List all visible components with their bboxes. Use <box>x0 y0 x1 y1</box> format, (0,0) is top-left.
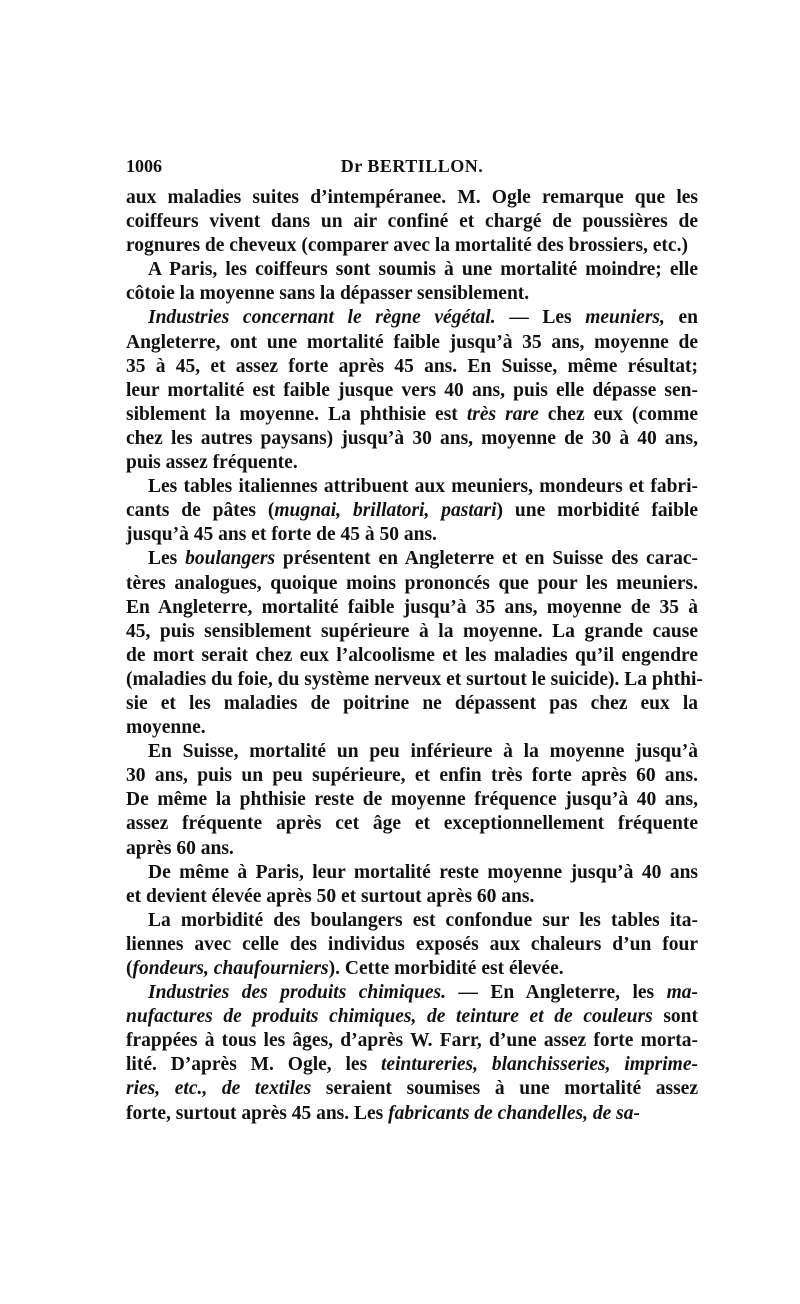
text-run: puis assez fréquente. <box>126 452 298 474</box>
text-run: côtoie la moyenne sans la dépasser sensiblement. <box>126 283 530 305</box>
text-run: Angleterre, ont une mortalité faible jusqu’à 35 ans, moyenne de <box>126 331 698 353</box>
text-run: assez fréquente après cet âge et exceptionnellement fréquente <box>126 813 698 835</box>
text-run: moyenne. <box>126 717 206 739</box>
text-line <box>126 572 698 596</box>
text-line <box>126 764 698 788</box>
text-run: lité. D’après M. Ogle, les <box>126 1054 382 1076</box>
text-run: La morbidité des boulangers est confondue sur les tables ita- <box>148 909 698 931</box>
paragraph <box>126 861 698 909</box>
text-run: liennes avec celle des individus exposés aux chaleurs d’un four <box>126 933 698 955</box>
italic-text: Industries des produits chimiques. <box>148 982 446 1004</box>
text-line <box>126 451 698 475</box>
body-text <box>126 186 703 1126</box>
text-run: en <box>664 307 699 329</box>
page-header <box>126 156 698 182</box>
text-run: leur mortalité est faible jusque vers 40 ans, puis elle dépasse sen- <box>126 379 698 401</box>
italic-text: boulangers <box>185 548 276 570</box>
text-line <box>126 692 698 716</box>
text-line <box>126 861 698 885</box>
text-run: En Angleterre, mortalité faible jusqu’à 35 ans, moyenne de 35 à <box>126 596 698 618</box>
text-line <box>126 547 698 571</box>
text-run: jusqu’à 45 ans et forte de 45 à 50 ans. <box>126 524 437 546</box>
text-line <box>126 596 698 620</box>
text-line <box>126 812 698 836</box>
text-line <box>126 1053 698 1077</box>
text-run: Les tables italiennes attribuent aux meuniers, mondeurs et fabri- <box>148 476 698 498</box>
text-line <box>126 885 698 909</box>
text-line <box>126 331 698 355</box>
text-line <box>126 1029 698 1053</box>
text-run: aux maladies suites d’intempéranee. M. Ogle remarque que les <box>126 187 698 208</box>
text-run: 45, puis sensiblement supérieure à la moyenne. La grande cause <box>126 620 698 642</box>
text-line <box>126 523 698 547</box>
text-run: (maladies du foie, du système nerveux et surtout le suicide). La phthi- <box>126 668 703 690</box>
text-run: de mort serait chez eux l’alcoolisme et les maladies qu’il engendre <box>126 644 698 666</box>
italic-text: fondeurs, chaufourniers <box>132 958 329 979</box>
text-line <box>126 427 698 451</box>
text-run: chez les autres paysans) jusqu’à 30 ans, moyenne de 30 à 40 ans, <box>126 427 698 449</box>
text-line <box>126 837 698 861</box>
text-line <box>126 186 698 210</box>
text-run: siblement la moyenne. La phthisie est <box>126 403 467 425</box>
text-run: après 60 ans. <box>126 837 234 859</box>
running-head: Dr BERTILLON. <box>340 156 484 176</box>
paragraph <box>126 547 703 740</box>
italic-text: meuniers, <box>585 307 665 329</box>
paragraph <box>126 981 698 1126</box>
text-run: 30 ans, puis un peu supérieure, et enfin très forte après 60 ans. <box>126 765 698 787</box>
text-line <box>126 644 698 668</box>
text-line <box>126 716 698 740</box>
text-run: et devient élevée après 50 et surtout après 60 ans. <box>126 885 535 907</box>
paragraph <box>126 258 698 306</box>
text-line <box>126 403 698 427</box>
text-line <box>126 788 698 812</box>
text-line <box>126 355 698 379</box>
paragraph <box>126 475 698 547</box>
italic-text: fabricants de chandelles, de sa- <box>388 1102 641 1124</box>
paragraph <box>126 909 698 981</box>
text-run: rognures de cheveux (comparer avec la mortalité des brossiers, etc.) <box>126 235 688 257</box>
text-line <box>126 981 698 1005</box>
text-line <box>126 499 698 523</box>
page-number: 1006 <box>126 156 162 176</box>
text-line <box>126 1077 698 1101</box>
text-line <box>126 957 698 981</box>
text-run: De même la phthisie reste de moyenne fréquence jusqu’à 40 ans, <box>126 789 698 811</box>
text-run: De même à Paris, leur mortalité reste moyenne jusqu’à 40 ans <box>148 861 698 883</box>
text-run: Les <box>148 548 186 570</box>
text-run: coiffeurs vivent dans un air confiné et chargé de poussières de <box>126 211 698 233</box>
text-run: sont <box>652 1006 698 1028</box>
text-line <box>126 740 698 764</box>
text-line <box>126 258 698 282</box>
italic-text: ma- <box>666 982 698 1004</box>
text-line <box>126 282 698 306</box>
italic-text: Industries concernant le règne végétal. <box>148 307 496 329</box>
text-run: forte, surtout après 45 ans. Les <box>126 1102 389 1124</box>
text-run: ( <box>126 958 133 979</box>
text-run: — En Angleterre, les <box>445 982 667 1004</box>
text-line <box>126 1005 698 1029</box>
text-run: sie et les maladies de poitrine ne dépassent pas chez eux la <box>126 692 698 714</box>
text-line <box>126 379 698 403</box>
text-run: ). Cette morbidité est élevée. <box>328 958 564 979</box>
text-run: ) une morbidité faible <box>496 500 698 522</box>
text-line <box>126 306 698 330</box>
italic-text: teintureries, blanchisseries, imprime- <box>381 1054 698 1076</box>
text-run: A Paris, les coiffeurs sont soumis à une mortalité moindre; elle <box>148 259 698 281</box>
text-run: chez eux (comme <box>538 403 698 425</box>
text-run: En Suisse, mortalité un peu inférieure à la moyenne jusqu’à <box>148 741 698 763</box>
text-run: — Les <box>495 307 586 329</box>
text-line <box>126 620 698 644</box>
text-run: seraient soumises à une mortalité assez <box>311 1078 698 1100</box>
paragraph <box>126 740 698 860</box>
text-run: 35 à 45, et assez forte après 45 ans. En Suisse, même résultat; <box>126 355 698 377</box>
paragraph <box>126 306 698 475</box>
italic-text: mugnai, brillatori, pastari <box>274 500 497 522</box>
text-run: frappées à tous les âges, d’après W. Farr, d’une assez forte morta- <box>126 1030 698 1052</box>
text-run: présentent en Angleterre et en Suisse des carac- <box>275 548 699 570</box>
text-line <box>126 668 703 692</box>
italic-text: nufactures de produits chimiques, de teinture et de couleurs <box>126 1006 653 1028</box>
text-line <box>126 1102 698 1126</box>
text-line <box>126 933 698 957</box>
italic-text: ries, etc., de textiles <box>126 1078 312 1100</box>
text-run: cants de pâtes ( <box>126 500 275 522</box>
text-line <box>126 210 698 234</box>
text-line <box>126 475 698 499</box>
text-run: tères analogues, quoique moins prononcés que pour les meuniers. <box>126 572 698 594</box>
text-line <box>126 234 698 258</box>
text-line <box>126 909 698 933</box>
paragraph <box>126 186 698 258</box>
italic-text: très rare <box>466 403 539 425</box>
